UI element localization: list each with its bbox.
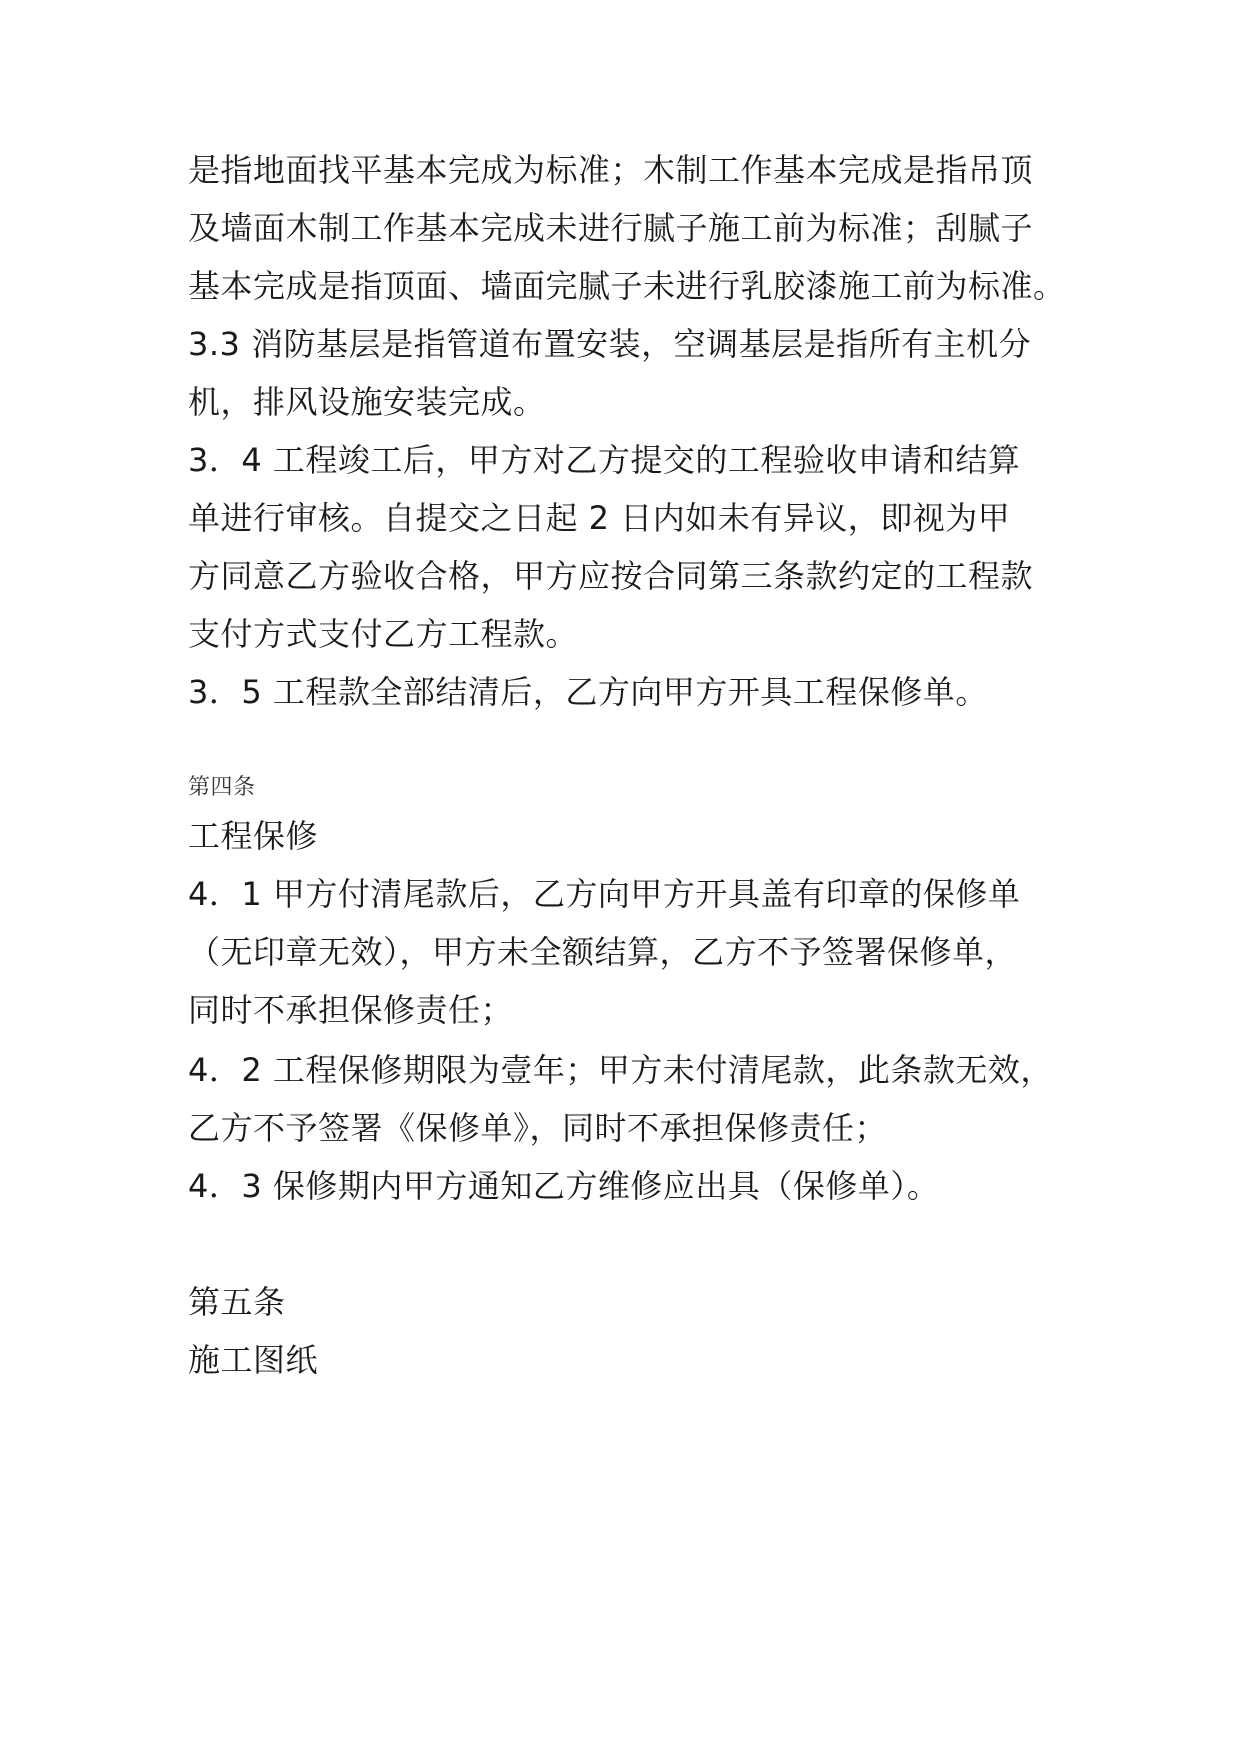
paragraph-line: 基本完成是指顶面、墙面完腻子未进行乳胶漆施工前为标准。 bbox=[188, 267, 1066, 305]
clause-3-4-line: 3．4 工程竣工后，甲方对乙方提交的工程验收申请和结算 bbox=[188, 441, 1021, 479]
clause-3-4-line: 方同意乙方验收合格，甲方应按合同第三条款约定的工程款 bbox=[188, 557, 1034, 595]
clause-3-4-line: 支付方式支付乙方工程款。 bbox=[188, 615, 579, 653]
article-5-title: 施工图纸 bbox=[188, 1341, 319, 1379]
clause-4-3-line: 4．3 保修期内甲方通知乙方维修应出具（保修单）。 bbox=[188, 1167, 940, 1205]
clause-4-2-line: 乙方不予签署《保修单》，同时不承担保修责任； bbox=[188, 1109, 888, 1147]
clause-3-3-line: 3.3 消防基层是指管道布置安装，空调基层是指所有主机分 bbox=[188, 325, 1032, 363]
clause-3-5-line: 3．5 工程款全部结清后，乙方向甲方开具工程保修单。 bbox=[188, 673, 988, 711]
article-4-number: 第四条 bbox=[188, 775, 256, 800]
article-4-title: 工程保修 bbox=[188, 817, 319, 855]
clause-4-2-line: 4．2 工程保修期限为壹年；甲方未付清尾款，此条款无效， bbox=[188, 1051, 1053, 1089]
article-5-number: 第五条 bbox=[188, 1283, 286, 1321]
clause-4-1-line: 4．1 甲方付清尾款后，乙方向甲方开具盖有印章的保修单 bbox=[188, 875, 1021, 913]
clause-3-3-line: 机，排风设施安装完成。 bbox=[188, 383, 546, 421]
paragraph-line: 是指地面找平基本完成为标准；木制工作基本完成是指吊顶 bbox=[188, 151, 1034, 189]
clause-4-1-line: 同时不承担保修责任； bbox=[188, 991, 514, 1029]
clause-4-1-line: （无印章无效），甲方未全额结算，乙方不予签署保修单， bbox=[188, 933, 1018, 971]
paragraph-line: 及墙面木制工作基本完成未进行腻子施工前为标准；刮腻子 bbox=[188, 209, 1034, 247]
clause-3-4-line: 单进行审核。自提交之日起 2 日内如未有异议，即视为甲 bbox=[188, 499, 1011, 537]
